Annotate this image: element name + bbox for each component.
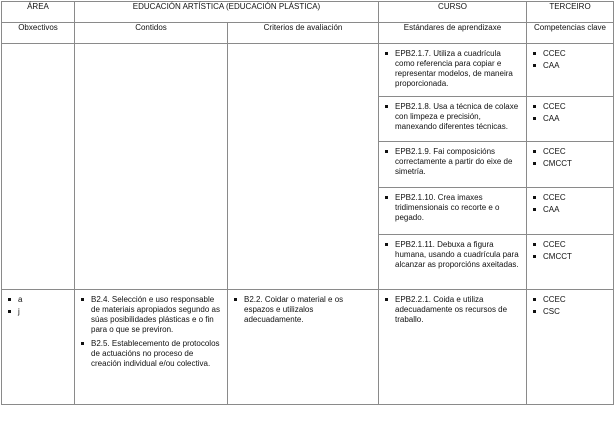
header-row	[2, 2, 614, 23]
table-row	[2, 290, 614, 405]
obxectivos-cell-empty	[2, 44, 75, 290]
col-estandares: Estándares de aprendizaxe	[379, 23, 527, 44]
competencia-item: CAA	[533, 61, 607, 71]
obxectivos-cell	[2, 290, 75, 405]
competencias-cell	[527, 142, 614, 188]
course-label-header: CURSO	[379, 2, 527, 23]
estandar-text: EPB2.1.9. Fai composicións correctamente a partir do eixe de simetría.	[385, 147, 520, 177]
competencia-item: CCEC	[533, 240, 607, 250]
obxectivo-item: j	[8, 307, 68, 317]
competencia-item: CSC	[533, 307, 607, 317]
col-competencias: Competencias clave	[527, 23, 614, 44]
criterio-text: B2.2. Coidar o material e os espazos e utilizalos adecuadamente.	[234, 295, 372, 325]
competencia-item: CAA	[533, 205, 607, 215]
estandar-text: EPB2.2.1. Coida e utiliza adecuadamente os recursos de traballo.	[385, 295, 520, 325]
estandar-text: EPB2.1.7. Utiliza a cuadrícula como referencia para copiar e representar modelos, de maneira proporcionada.	[385, 49, 520, 89]
contidos-cell	[75, 290, 228, 405]
estandar-cell	[379, 188, 527, 235]
estandar-cell	[379, 142, 527, 188]
competencias-cell	[527, 290, 614, 405]
subject-header: EDUCACIÓN ARTÍSTICA (EDUCACIÓN PLÁSTICA)	[75, 2, 379, 23]
competencia-item: CMCCT	[533, 159, 607, 169]
competencia-item: CMCCT	[533, 252, 607, 262]
competencia-item: CCEC	[533, 49, 607, 59]
col-obxectivos: Obxectivos	[2, 23, 75, 44]
estandar-cell	[379, 290, 527, 405]
criterios-cell-empty	[228, 44, 379, 290]
contidos-cell-empty	[75, 44, 228, 290]
curriculum-table	[1, 1, 614, 405]
estandar-text: EPB2.1.10. Crea imaxes tridimensionais co recorte e o pegado.	[385, 193, 520, 223]
estandar-text: EPB2.1.8. Usa a técnica de colaxe con limpeza e precisión, manexando diferentes técnicas.	[385, 102, 520, 132]
course-value-header: TERCEIRO	[527, 2, 614, 23]
competencias-cell	[527, 188, 614, 235]
competencia-item: CCEC	[533, 102, 607, 112]
obxectivo-item: a	[8, 295, 68, 305]
table-row	[2, 44, 614, 97]
estandar-cell	[379, 97, 527, 142]
col-contidos: Contidos	[75, 23, 228, 44]
area-header: ÁREA	[2, 2, 75, 23]
col-criterios: Criterios de avaliación	[228, 23, 379, 44]
competencia-item: CAA	[533, 114, 607, 124]
estandar-cell	[379, 235, 527, 290]
criterio-cell	[228, 290, 379, 405]
contido-item: B2.4. Selección e uso responsable de materiais apropiados segundo as súas posibilidades plásticas e o fin para o que se previron.	[81, 295, 223, 335]
column-header-row	[2, 23, 614, 44]
competencias-cell	[527, 235, 614, 290]
competencias-cell	[527, 97, 614, 142]
competencia-item: CCEC	[533, 193, 607, 203]
competencia-item: CCEC	[533, 147, 607, 157]
contido-item: B2.5. Establecemento de protocolos de actuacións no proceso de creación individual e/ou colectiva.	[81, 339, 223, 369]
estandar-cell	[379, 44, 527, 97]
competencias-cell	[527, 44, 614, 97]
estandar-text: EPB2.1.11. Debuxa a figura humana, usando a cuadrícula para alcanzar as proporcións axeitadas.	[385, 240, 520, 270]
competencia-item: CCEC	[533, 295, 607, 305]
